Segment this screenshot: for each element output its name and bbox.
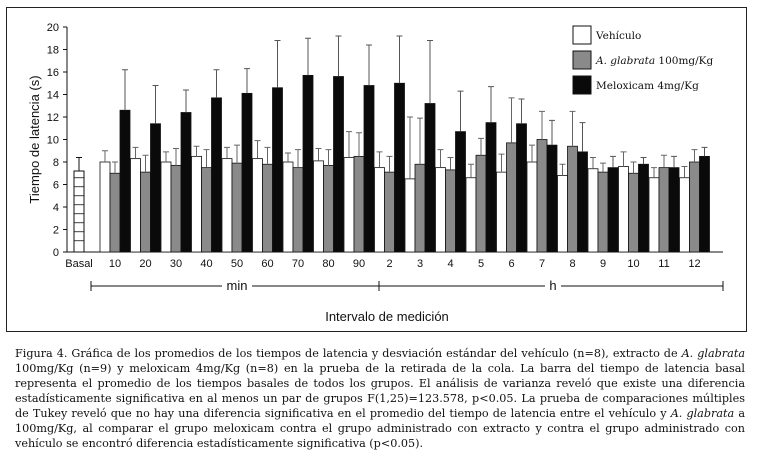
- y-tick-label: 0: [52, 247, 59, 259]
- bar: [242, 93, 252, 252]
- y-axis-label: Tiempo de latencia (s): [27, 75, 42, 204]
- bar: [558, 176, 568, 253]
- legend-swatch: [573, 51, 591, 69]
- caption-species-2: A. glabrata: [670, 407, 735, 420]
- bar: [415, 164, 425, 252]
- x-tick-label: 2: [386, 258, 393, 270]
- x-tick-label: 50: [230, 258, 244, 270]
- bar: [466, 178, 476, 252]
- bar: [588, 169, 598, 252]
- bar: [131, 159, 141, 252]
- y-tick-label: 20: [46, 22, 59, 34]
- y-tick-label: 18: [46, 44, 59, 57]
- bar: [253, 159, 263, 252]
- y-tick-label: 12: [46, 112, 59, 124]
- bar: [385, 172, 395, 252]
- bar: [517, 124, 527, 252]
- bar: [598, 172, 608, 252]
- range-label-min: min: [226, 278, 248, 293]
- x-tick-label: 8: [569, 258, 576, 270]
- bar: [303, 75, 313, 252]
- bar: [547, 145, 557, 252]
- caption-text-3: a 100mg/Kg, al comparar el grupo meloxicam contra el grupo administrado con extracto y contra el grupo administrado con vehículo se encontró diferencia estadísticamente significativa (p<0.05).: [15, 407, 745, 450]
- x-tick-label: 70: [291, 258, 305, 270]
- y-tick-label: 2: [52, 224, 59, 237]
- bar: [507, 143, 517, 252]
- bar: [568, 146, 578, 252]
- x-tick-label: 10: [108, 258, 122, 270]
- bar: [639, 164, 649, 252]
- bar: [314, 161, 324, 252]
- bar: [181, 113, 191, 253]
- y-tick-label: 8: [52, 157, 59, 169]
- bar: [151, 124, 161, 252]
- bar: [232, 163, 242, 252]
- bar: [629, 173, 639, 252]
- bar: [344, 158, 354, 253]
- range-label-h: h: [549, 278, 557, 293]
- caption-text-2: 100mg/Kg (n=9) y meloxicam 4mg/Kg (n=8) en la prueba de la retirada de la cola. La barra del tiempo de latencia basal representa el promedio de los tiempos basales de todos los grupos. El análisis de varianza reveló que existe una diferencia estadísticamente significativa en al menos un par de grupos F(1,25)=123.578, p<0.05. La prueba de comparaciones múltiples de Tukey reveló que no hay una diferencia significativa en el promedio del tiempo de latencia entre el vehículo y: [15, 362, 745, 420]
- y-tick-label: 6: [52, 179, 59, 192]
- bar: [486, 123, 496, 252]
- bar: [608, 168, 618, 252]
- x-tick-label: 90: [352, 258, 366, 270]
- caption-species-1: A. glabrata: [681, 347, 745, 360]
- bar: [222, 159, 232, 252]
- bar: [141, 172, 151, 252]
- bar: [680, 178, 690, 252]
- bar: [354, 156, 364, 252]
- x-tick-label-basal: Basal: [65, 258, 93, 270]
- bar: [192, 156, 202, 252]
- bar: [283, 162, 293, 252]
- bar: [334, 77, 344, 253]
- y-tick-label: 10: [46, 134, 59, 147]
- caption-text-1: Figura 4. Gráfica de los promedios de los tiempos de latencia y desviación estándar del vehículo (n=8), extracto de: [15, 347, 682, 360]
- x-tick-label: 6: [508, 258, 515, 270]
- bar: [690, 162, 700, 252]
- bar: [700, 156, 710, 252]
- bar: [375, 168, 385, 252]
- bar: [578, 152, 588, 252]
- bar: [324, 165, 334, 252]
- bar: [364, 86, 374, 253]
- bar: [436, 168, 446, 252]
- bar: [619, 167, 629, 253]
- bar: [212, 98, 222, 252]
- legend-label: A. glabrata 100mg/Kg: [596, 55, 714, 67]
- bar: [395, 83, 405, 252]
- x-tick-label: 20: [139, 258, 152, 270]
- bar: [120, 110, 130, 252]
- legend-label: Vehículo: [596, 30, 642, 42]
- y-tick-label: 16: [46, 67, 59, 79]
- bar: [110, 173, 120, 252]
- x-tick-label: 12: [688, 258, 701, 270]
- bar: [497, 172, 507, 252]
- bar: [263, 164, 273, 252]
- y-tick-label: 14: [46, 89, 59, 102]
- bar: [202, 168, 212, 252]
- bar: [446, 170, 456, 252]
- legend-swatch: [573, 26, 591, 44]
- x-tick-label: 30: [169, 258, 183, 270]
- bar: [649, 178, 659, 252]
- x-tick-label: 40: [200, 258, 213, 270]
- x-tick-label: 3: [416, 258, 424, 270]
- bar: [537, 140, 547, 253]
- bar: [161, 162, 171, 252]
- bar: [476, 155, 486, 252]
- basal-bar: [74, 171, 84, 252]
- legend-label: Meloxicam 4mg/Kg: [596, 80, 699, 92]
- bar-chart: [7, 8, 748, 333]
- bar: [425, 104, 435, 253]
- x-axis-label: Intervalo de medición: [325, 309, 449, 324]
- bar: [659, 168, 669, 252]
- x-tick-label: 5: [477, 258, 485, 270]
- y-tick-label: 4: [52, 202, 59, 214]
- x-tick-label: 4: [447, 258, 454, 270]
- bar: [405, 179, 415, 252]
- bar: [456, 132, 466, 252]
- bar: [669, 168, 679, 252]
- x-tick-label: 7: [538, 258, 546, 270]
- chart-frame: [6, 7, 747, 332]
- x-tick-label: 10: [627, 258, 640, 270]
- legend-swatch: [573, 76, 591, 94]
- bar: [100, 162, 110, 252]
- x-tick-label: 11: [658, 258, 670, 270]
- figure-caption: [15, 346, 745, 451]
- bar: [293, 168, 303, 252]
- x-tick-label: 80: [322, 258, 335, 270]
- x-tick-label: 60: [261, 258, 274, 270]
- bar: [171, 165, 181, 252]
- bar: [527, 162, 537, 252]
- x-tick-label: 9: [599, 258, 607, 270]
- bar: [273, 88, 283, 252]
